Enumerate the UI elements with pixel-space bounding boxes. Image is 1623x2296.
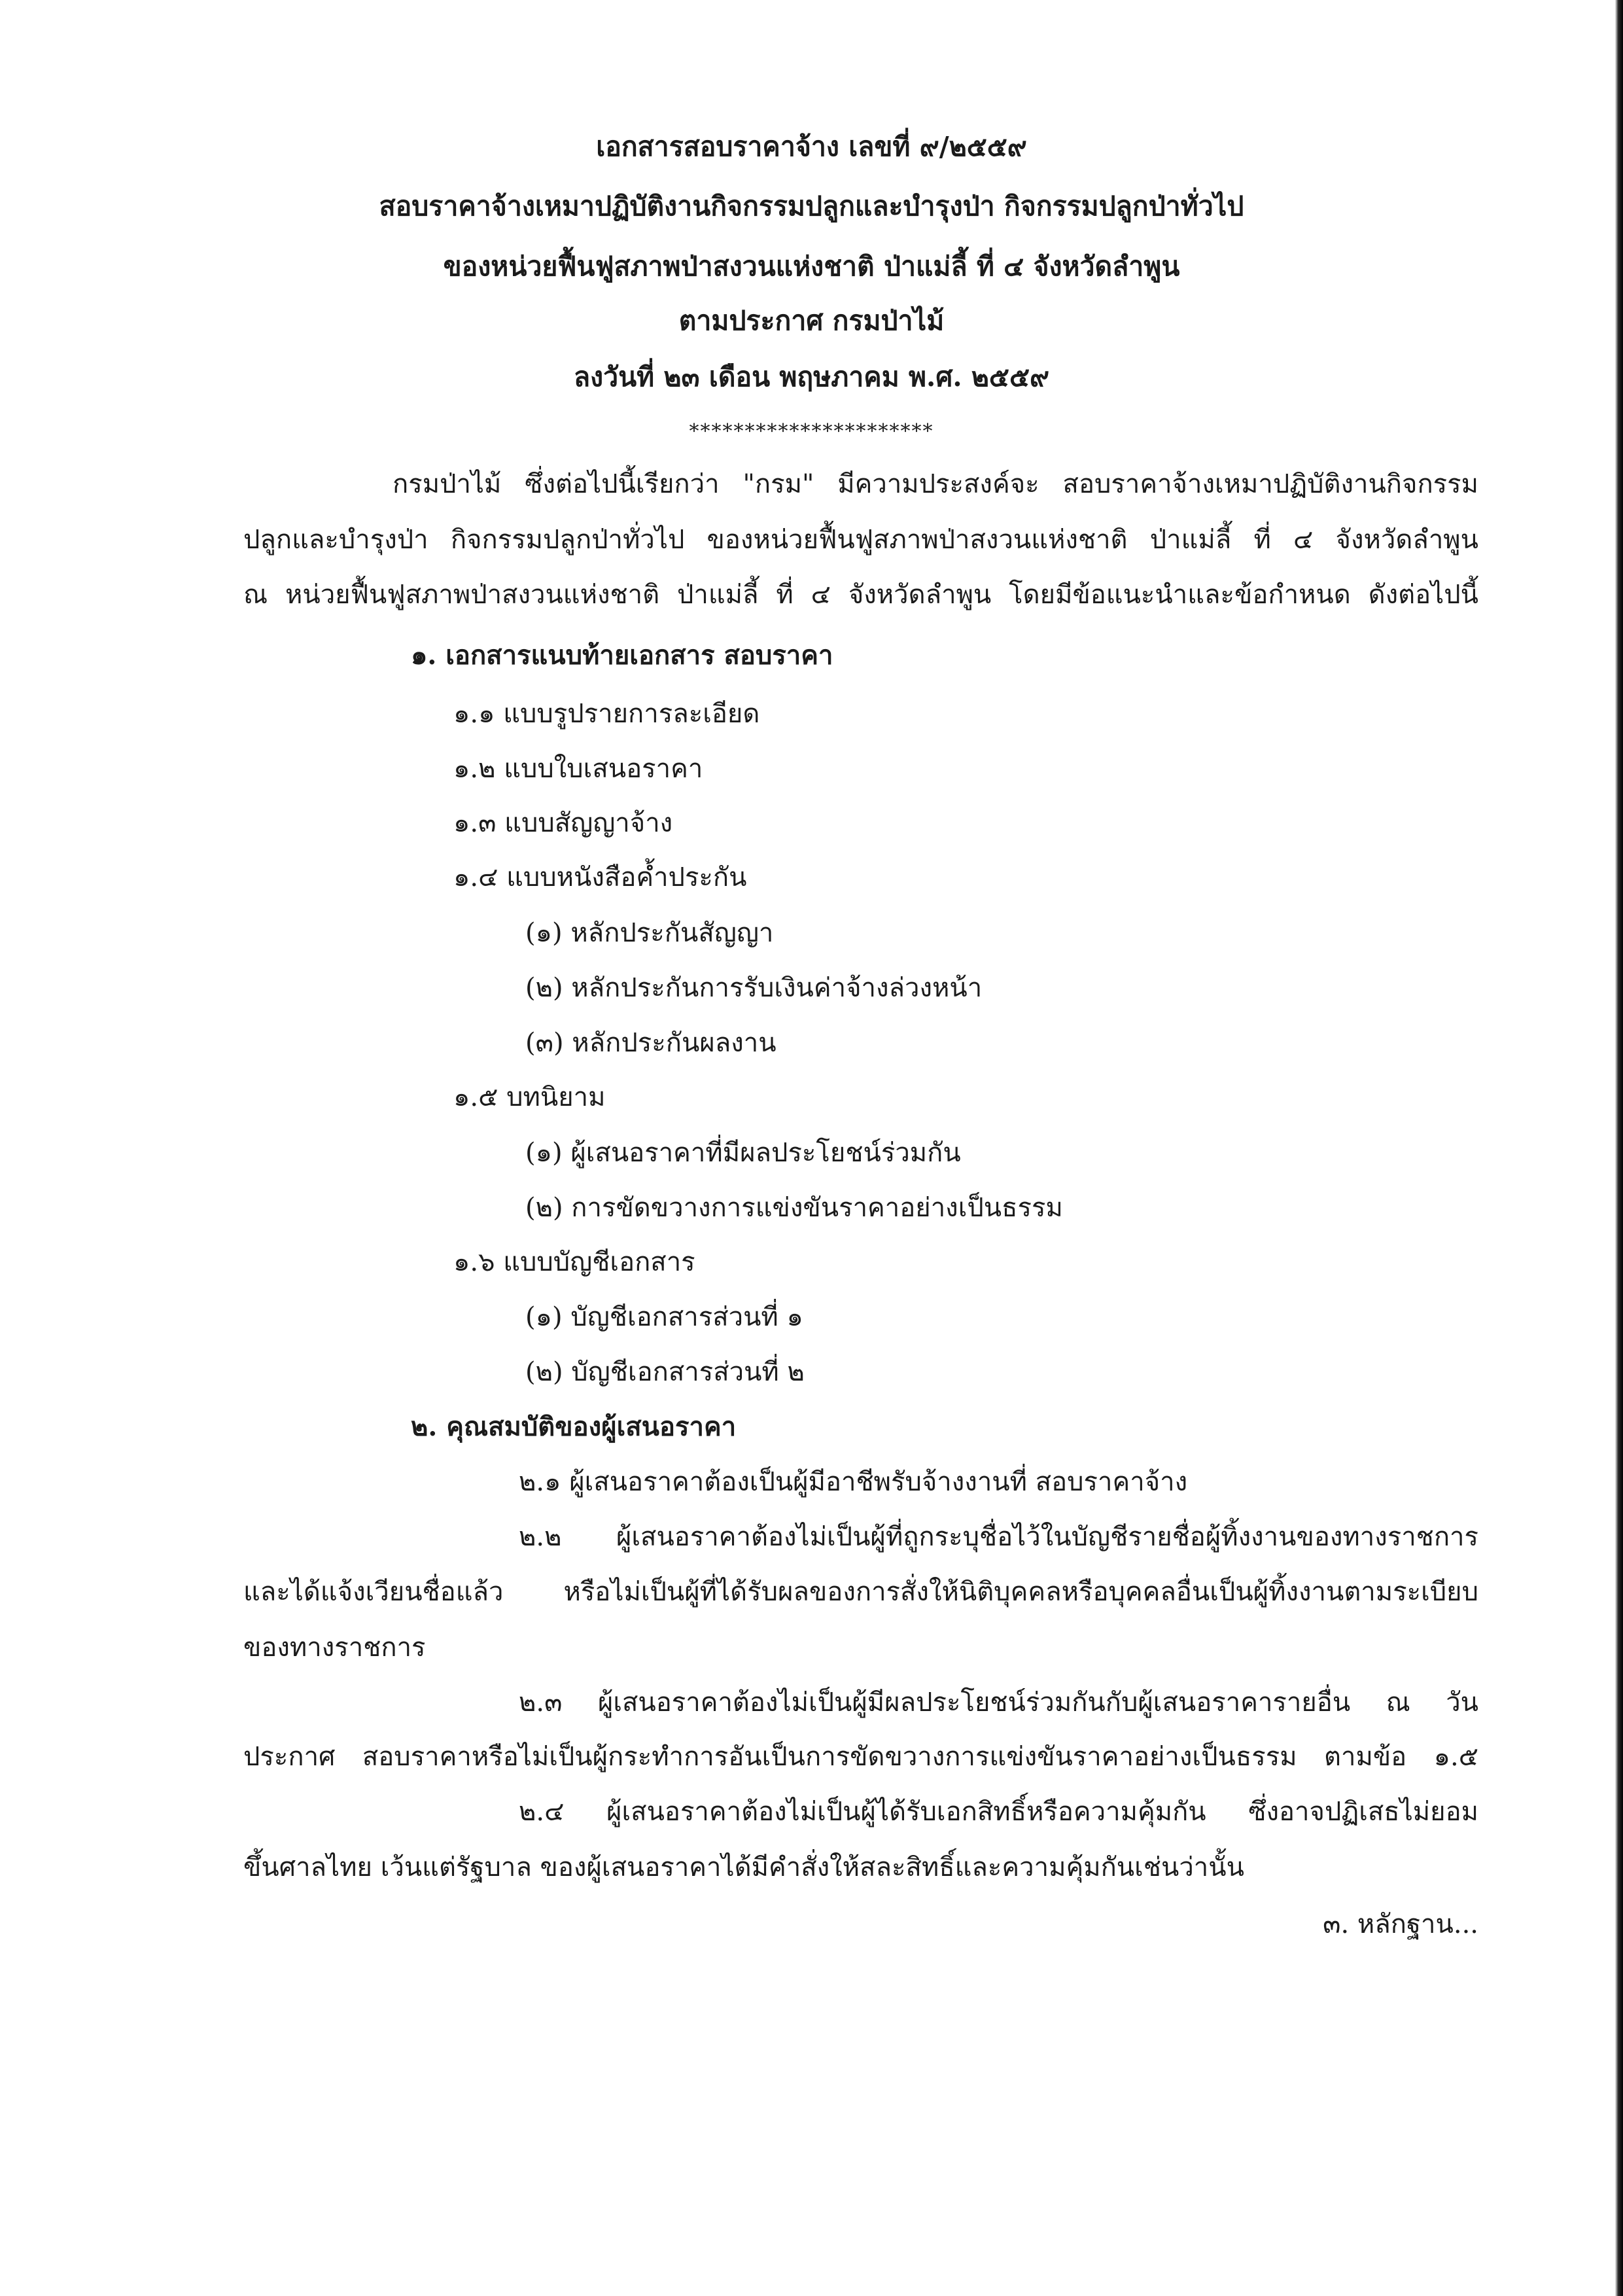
list-subitem-1-6-1: (๑) บัญชีเอกสารส่วนที่ ๑ [525,1302,803,1332]
list-subitem-1-4-2: (๒) หลักประกันการรับเงินค่าจ้างล่วงหน้า [525,973,983,1003]
clause-2-2-line-1: ๒.๒ ผู้เสนอราคาต้องไม่เป็นผู้ที่ถูกระบุชื่อไว้ในบัญชีรายชื่อผู้ทิ้งงานของทางราชการ [519,1522,1478,1552]
list-item-1-1: ๑.๑ แบบรูปรายการละเอียด [453,699,760,729]
list-subitem-1-5-1: (๑) ผู้เสนอราคาที่มีผลประโยชน์ร่วมกัน [525,1138,961,1168]
list-subitem-1-6-2: (๒) บัญชีเอกสารส่วนที่ ๒ [525,1357,805,1387]
scan-edge-shadow [1615,0,1623,2296]
intro-line-2: ปลูกและบำรุงป่า กิจกรรมปลูกป่าทั่วไป ของหน่วยฟื้นฟูสภาพป่าสงวนแห่งชาติ ป่าแม่ลี้ ที่ ๔ จังหวัดลำพูน [243,525,1478,555]
clause-2-3-line-2: ประกาศ สอบราคาหรือไม่เป็นผู้กระทำการอันเป็นการขัดขวางการแข่งขันราคาอย่างเป็นธรรม ตามข้อ ๑.๕ [243,1742,1478,1772]
clause-2-3-line-1: ๒.๓ ผู้เสนอราคาต้องไม่เป็นผู้มีผลประโยชน์ร่วมกันกับผู้เสนอราคารายอื่น ณ วัน [519,1687,1478,1718]
document-unit: ของหน่วยฟื้นฟูสภาพป่าสงวนแห่งชาติ ป่าแม่ลี้ ที่ ๔ จังหวัดลำพูน [443,251,1180,282]
list-item-1-6: ๑.๖ แบบบัญชีเอกสาร [453,1247,695,1277]
list-item-1-3: ๑.๓ แบบสัญญาจ้าง [453,808,673,838]
document-title: เอกสารสอบราคาจ้าง เลขที่ ๙/๒๕๕๙ [596,131,1027,162]
clause-2-2-line-3: ของทางราชการ [243,1633,426,1663]
document-subject: สอบราคาจ้างเหมาปฏิบัติงานกิจกรรมปลูกและบำรุงป่า กิจกรรมปลูกป่าทั่วไป [379,190,1244,222]
list-subitem-1-4-3: (๓) หลักประกันผลงาน [525,1028,777,1058]
list-item-1-5: ๑.๕ บทนิยาม [453,1082,606,1112]
clause-2-4-line-2: ขึ้นศาลไทย เว้นแต่รัฐบาล ของผู้เสนอราคาได้มีคำสั่งให้สละสิทธิ์และความคุ้มกันเช่นว่านั้น [243,1852,1244,1882]
continued-marker: ๓. หลักฐาน... [1323,1909,1478,1939]
intro-line-3: ณ หน่วยฟื้นฟูสภาพป่าสงวนแห่งชาติ ป่าแม่ลี้ ที่ ๔ จังหวัดลำพูน โดยมีข้อแนะนำและข้อกำหนด ดังต่อไปนี้ [243,580,1478,610]
clause-2-4-line-1: ๒.๔ ผู้เสนอราคาต้องไม่เป็นผู้ได้รับเอกสิทธิ์หรือความคุ้มกัน ซึ่งอาจปฏิเสธไม่ยอม [519,1797,1478,1827]
section-2-heading: ๒. คุณสมบัติของผู้เสนอราคา [411,1411,737,1442]
list-item-1-2: ๑.๒ แบบใบเสนอราคา [453,754,703,784]
document-announcement: ตามประกาศ กรมป่าไม้ [678,305,945,336]
list-subitem-1-5-2: (๒) การขัดขวางการแข่งขันราคาอย่างเป็นธรรม [525,1193,1063,1223]
clause-2-2-line-2: และได้แจ้งเวียนชื่อแล้ว หรือไม่เป็นผู้ที่ได้รับผลของการสั่งให้นิติบุคคลหรือบุคคลอื่นเป็นผู้ทิ้งงานตามระเบียบ [243,1577,1478,1607]
clause-2-1: ๒.๑ ผู้เสนอราคาต้องเป็นผู้มีอาชีพรับจ้างงานที่ สอบราคาจ้าง [519,1467,1188,1497]
section-1-heading: ๑. เอกสารแนบท้ายเอกสาร สอบราคา [411,640,833,671]
list-item-1-4: ๑.๔ แบบหนังสือค้ำประกัน [453,862,747,892]
intro-line-1: กรมป่าไม้ ซึ่งต่อไปนี้เรียกว่า "กรม" มีความประสงค์จะ สอบราคาจ้างเหมาปฏิบัติงานกิจกรรม [393,469,1478,499]
list-subitem-1-4-1: (๑) หลักประกันสัญญา [525,918,774,948]
document-date: ลงวันที่ ๒๓ เดือน พฤษภาคม พ.ศ. ๒๕๕๙ [573,361,1050,393]
separator-stars: ********************** [689,420,934,443]
